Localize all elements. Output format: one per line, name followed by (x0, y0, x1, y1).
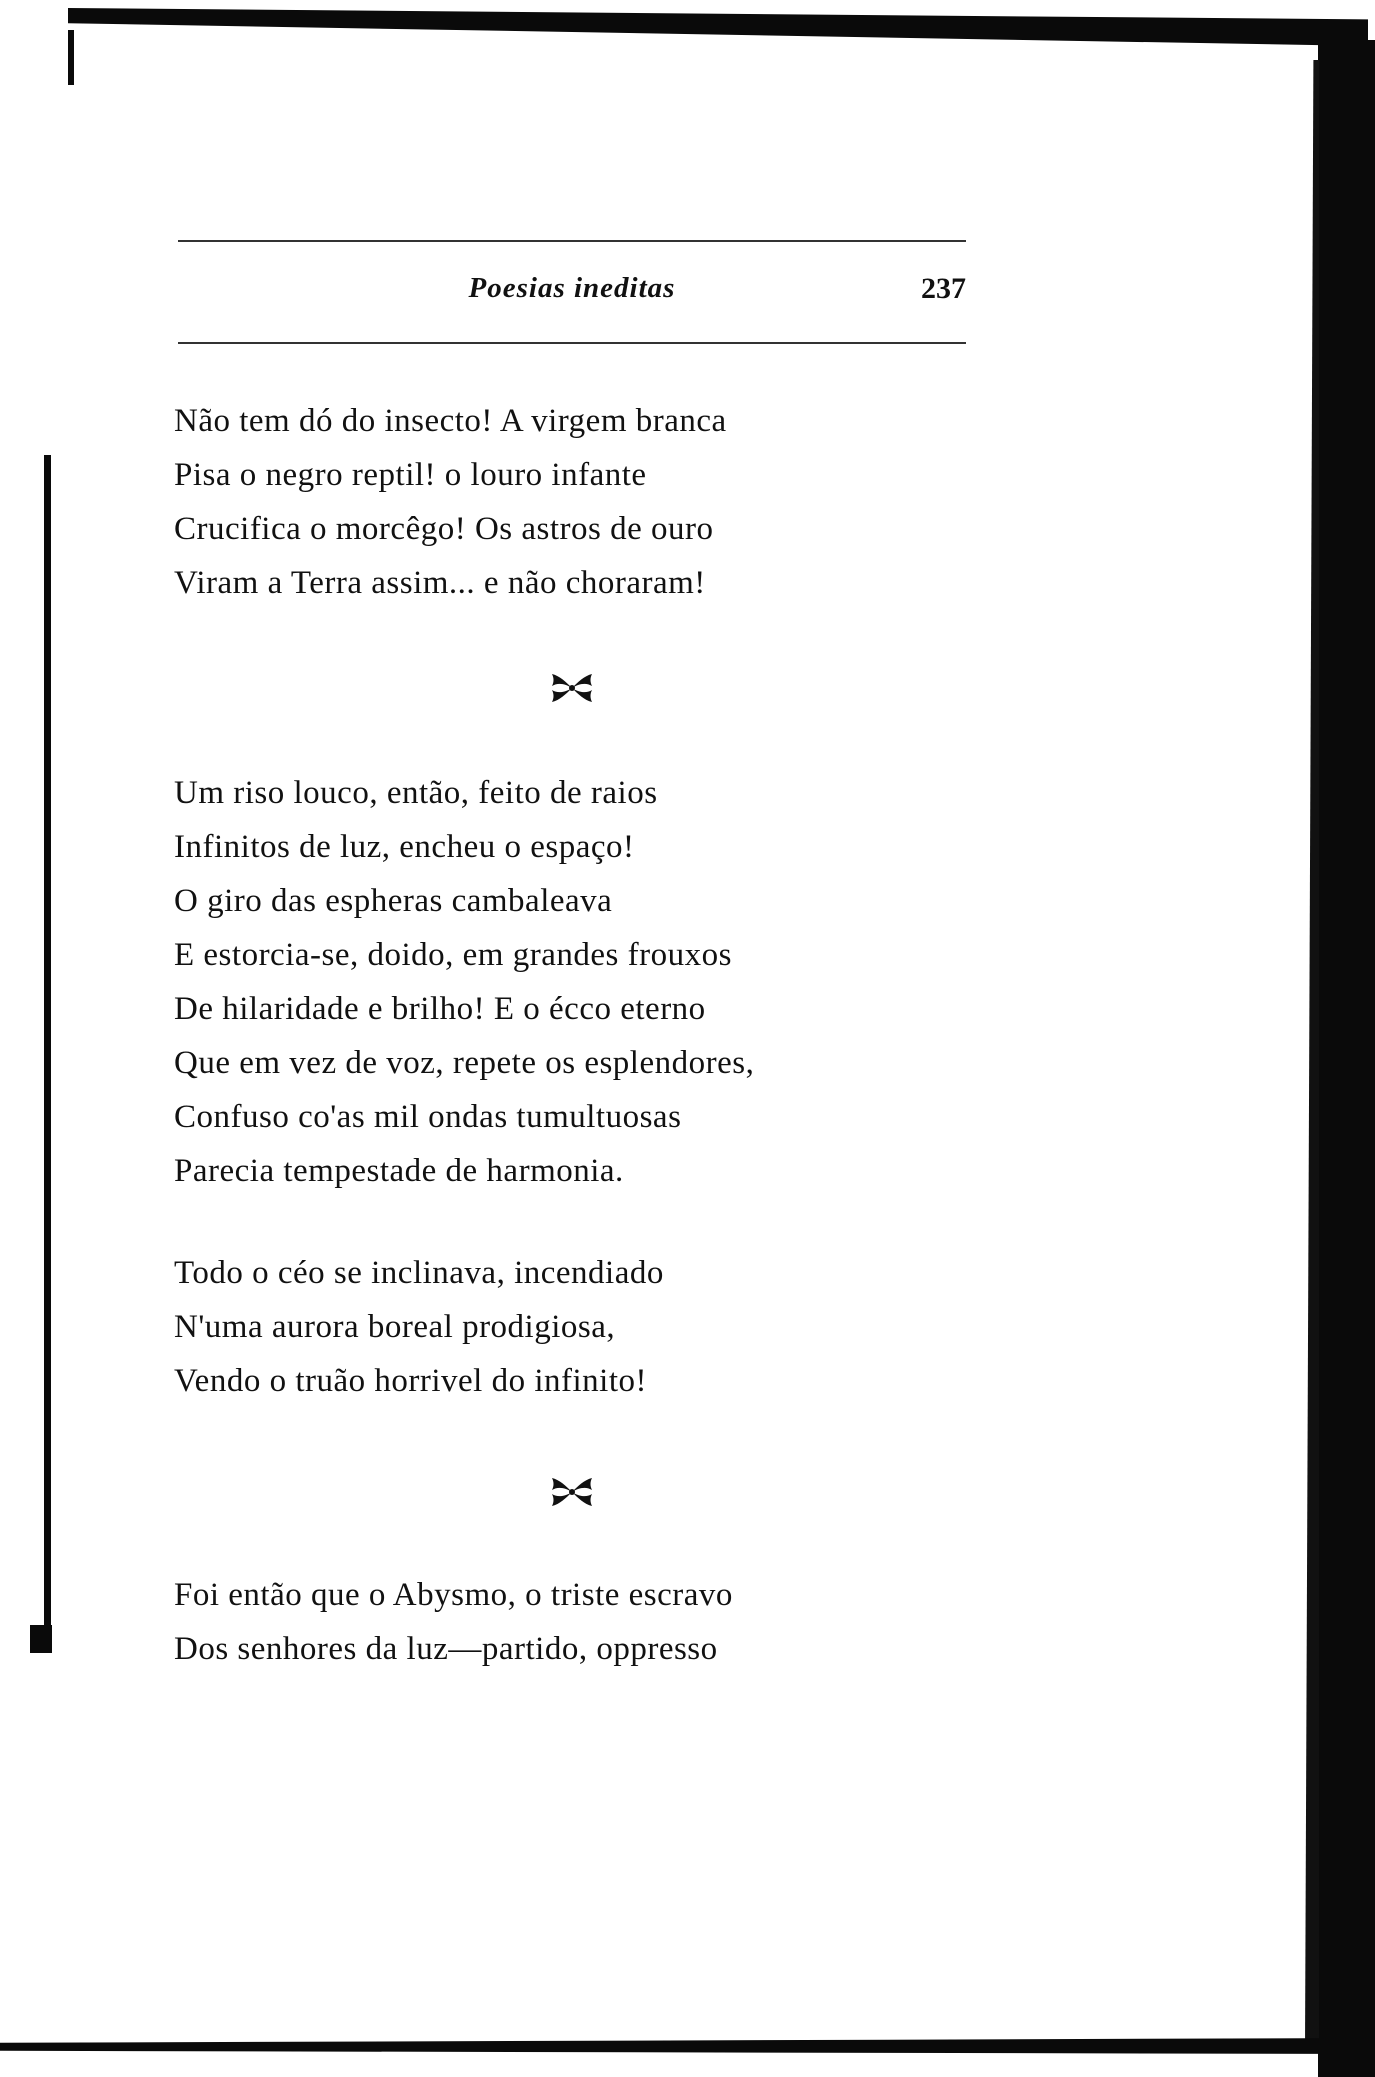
verse-line: Crucifica o morcêgo! Os astros de ouro (174, 511, 714, 547)
fleuron-ornament-icon (540, 668, 604, 708)
verse-line: Confuso co'as mil ondas tumultuosas (174, 1099, 682, 1135)
verse-line: Viram a Terra assim... e não choraram! (174, 565, 706, 601)
verse-line: Não tem dó do insecto! A virgem branca (174, 403, 727, 439)
verse-line: Foi então que o Abysmo, o triste escravo (174, 1577, 733, 1613)
verse-line: Vendo o truão horrivel do infinito! (174, 1363, 647, 1399)
verse-line: Infinitos de luz, encheu o espaço! (174, 829, 635, 865)
header-rule-top (178, 240, 966, 242)
verse-line: Um riso louco, então, feito de raios (174, 775, 658, 811)
verse-line: Parecia tempestade de harmonia. (174, 1153, 624, 1189)
verse-line: E estorcia-se, doido, em grandes frouxos (174, 937, 732, 973)
verse-line: N'uma aurora boreal prodigiosa, (174, 1309, 616, 1345)
verse-line: Que em vez de voz, repete os esplendores, (174, 1045, 755, 1081)
verse-line: O giro das espheras cambaleava (174, 883, 613, 919)
verse-line: Pisa o negro reptil! o louro infante (174, 457, 647, 493)
running-title: Poesias ineditas (468, 272, 676, 304)
verse-line: Todo o céo se inclinava, incendiado (174, 1255, 664, 1291)
stanza (174, 766, 754, 1198)
verse-line: De hilaridade e brilho! E o écco eterno (174, 991, 706, 1027)
header-rule-bottom (178, 342, 966, 344)
running-head (178, 272, 966, 312)
stanza (174, 1246, 664, 1408)
verse-line: Dos senhores da luz—partido, oppresso (174, 1631, 718, 1667)
stanza (174, 1568, 733, 1676)
page-number: 237 (921, 272, 966, 305)
fleuron-ornament-icon (540, 1472, 604, 1512)
stanza (174, 394, 727, 610)
